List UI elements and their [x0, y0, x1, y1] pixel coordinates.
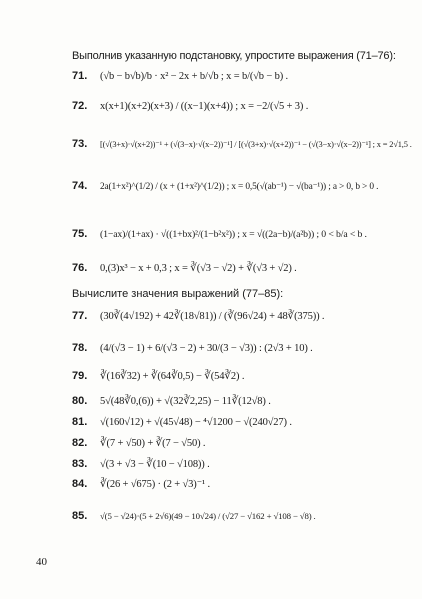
- problem-75: [72, 228, 367, 240]
- problem-expression: (1−ax)/(1+ax) · √((1+bx)²/(1−b²x²)) ; x = √((2a−b)/(a²b)) ; 0 < b/a < b .: [100, 228, 367, 240]
- problem-number: 77.: [72, 310, 88, 322]
- problem-expression: √(3 + √3 − ∛(10 − √108)) .: [100, 459, 210, 470]
- problem-number: 84.: [72, 478, 88, 490]
- problem-expression: (30∛(4√192) + 42∛(18√81)) / (∛(96√24) + 48∛(375)) .: [100, 311, 325, 322]
- problem-number: 81.: [72, 416, 88, 428]
- problem-73: [72, 138, 412, 150]
- problem-83: [72, 458, 210, 470]
- problem-number: 78.: [72, 342, 88, 354]
- instructions-71-76: Выполнив указанную подстановку, упростите выражения (71–76):: [72, 50, 396, 62]
- problem-number: 73.: [72, 138, 88, 150]
- problem-expression: ∛(7 + √50) + ∛(7 − √50) .: [100, 438, 206, 449]
- problem-80: [72, 395, 271, 407]
- problem-expression: [(√(3+x)·√(x+2))⁻¹ + (√(3−x)·√(x−2))⁻¹] / [(√(3+x)·√(x+2))⁻¹ − (√(3−x)·√(x−2))⁻¹] ; x = 2√1,5 .: [100, 140, 412, 149]
- problem-number: 85.: [72, 510, 88, 522]
- problem-79: [72, 370, 244, 382]
- problem-number: 71.: [72, 70, 88, 82]
- problem-expression: √(5 − √24)·(5 + 2√6)(49 − 10√24) / (√27 − √162 + √108 − √8) .: [100, 511, 316, 521]
- problem-84: [72, 478, 210, 490]
- problem-76: [72, 262, 297, 274]
- problem-number: 76.: [72, 262, 88, 274]
- problem-72: [72, 100, 308, 112]
- problem-85: [72, 510, 316, 522]
- problem-74: [72, 180, 378, 192]
- problem-78: [72, 342, 313, 354]
- instructions-77-85: Вычислите значения выражений (77–85):: [72, 288, 284, 300]
- problem-number: 82.: [72, 437, 88, 449]
- problem-expression: 5√(48∛0,(6)) + √(32∛2,25) − 11∛(12√8) .: [100, 396, 271, 407]
- problem-number: 83.: [72, 458, 88, 470]
- problem-77: [72, 310, 324, 322]
- problem-expression: 0,(3)x³ − x + 0,3 ; x = ∛(√3 − √2) + ∛(√3 + √2) .: [100, 263, 297, 274]
- problem-expression: √(160√12) + √(45√48) − ⁴√1200 − √(240√27) .: [100, 416, 292, 428]
- problem-71: [72, 70, 288, 82]
- problem-82: [72, 437, 205, 449]
- problem-expression: ∛(16∛32) + ∛(64∛0,5) − ∛(54∛2) .: [100, 371, 245, 382]
- problem-expression: ∛(26 + √675) · (2 + √3)⁻¹ .: [100, 479, 210, 490]
- problem-expression: x(x+1)(x+2)(x+3) / ((x−1)(x+4)) ; x = −2/(√5 + 3) .: [100, 100, 309, 112]
- page-number: 40: [36, 556, 47, 568]
- problem-expression: (√b − b√b)/b · x² − 2x + b/√b ; x = b/(√b − b) .: [100, 70, 289, 82]
- problem-number: 74.: [72, 180, 88, 192]
- problem-number: 80.: [72, 395, 88, 407]
- problem-number: 72.: [72, 100, 88, 112]
- problem-number: 75.: [72, 228, 88, 240]
- problem-expression: (4/(√3 − 1) + 6/(√3 − 2) + 30/(3 − √3)) : (2√3 + 10) .: [100, 342, 313, 354]
- problem-number: 79.: [72, 370, 88, 382]
- problem-81: [72, 416, 292, 428]
- problem-expression: 2a(1+x²)^(1/2) / (x + (1+x²)^(1/2)) ; x = 0,5(√(ab⁻¹) − √(ba⁻¹)) ; a > 0, b > 0 .: [100, 181, 379, 192]
